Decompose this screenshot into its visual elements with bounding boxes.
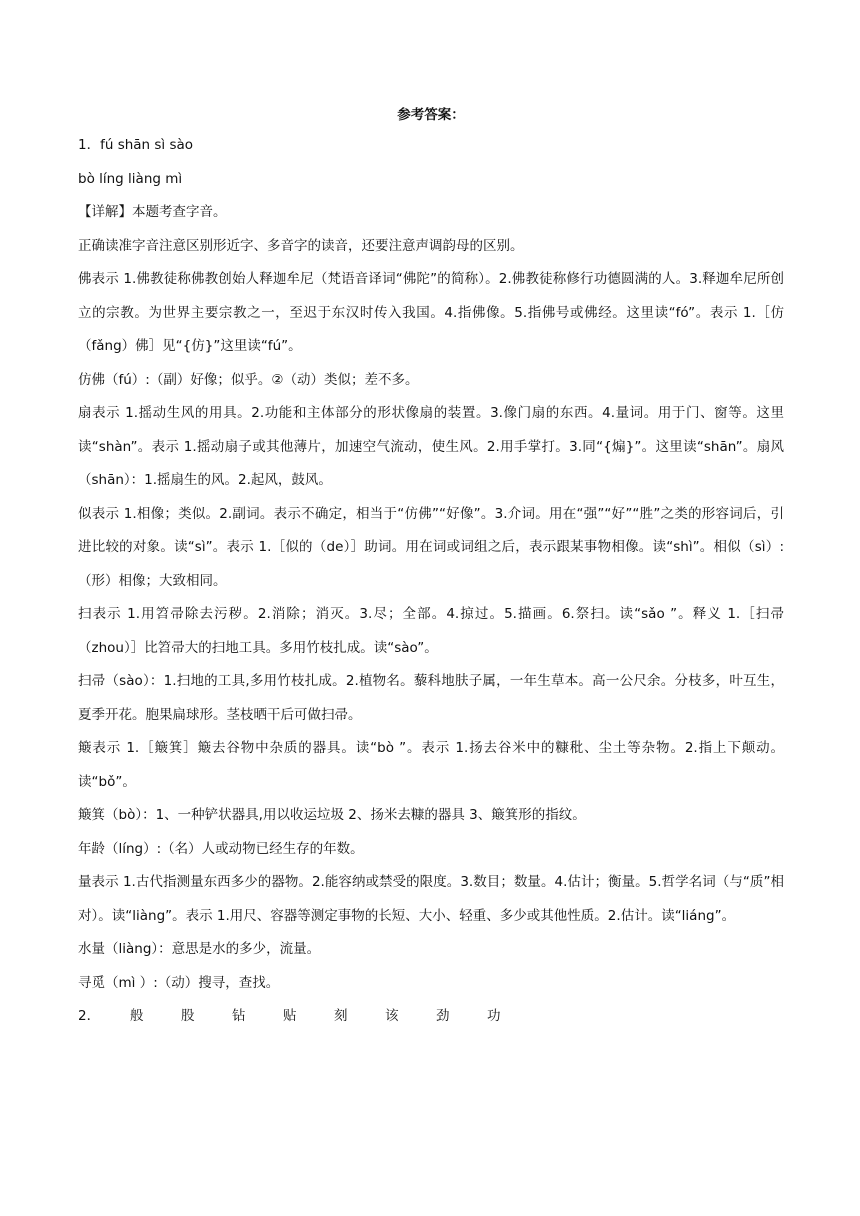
q2-char: 般 — [130, 1008, 144, 1024]
explanation-si: 似表示 1.相像；类似。2.副词。表示不确定，相当于“仿佛”“好像”。3.介词。用在“强”“好”“胜”之类的形容词后，引进比较的对象。读“sì”。表示 1.［似的（de）］助词。用在词或词组之后，表示跟某事物相像。读“shì”。相似（sì）:（形）相像；大致相同。 — [78, 505, 784, 589]
explanation-liang: 量表示 1.古代指测量东西多少的器物。2.能容纳或禁受的限度。3.数目；数量。4.估计；衡量。5.哲学名词（与“质”相对）。读“liàng”。表示 1.用尺、容器等测定事物的长短、大小、轻重、多少或其他性质。2.估计。读“liáng”。 — [78, 874, 784, 924]
answer-page — [78, 96, 784, 1034]
q2-char: 劲 — [436, 1008, 450, 1024]
explanation-saozhou: 扫帚（sào）：1.扫地的工具,多用竹枝扎成。2.植物名。藜科地肤子属，一年生草本。高一公尺余。分枝多，叶互生，夏季开花。胞果扁球形。茎枝晒干后可做扫帚。 — [78, 673, 784, 723]
q2-char: 刻 — [334, 1008, 348, 1024]
page-title: 参考答案： — [397, 107, 465, 123]
explanation-fo: 佛表示 1.佛教徒称佛教创始人释迦牟尼（梵语音译词“佛陀”的简称）。2.佛教徒称修行功德圆满的人。3.释迦牟尼所创立的宗教。为世界主要宗教之一，至迟于东汉时传入我国。4.指佛像。5.指佛号或佛经。这里读“fó”。表示 1.［仿（fǎng）佛］见“{仿}”这里读“fú”。 — [78, 271, 784, 354]
explanation-xunmi: 寻觅（mì ）:（动）搜寻，查找。 — [78, 974, 280, 991]
q1-pinyin-line-1: 1．fú shān sì sào — [78, 137, 194, 153]
explanation-heading: 【详解】本题考查字音。 — [78, 204, 227, 220]
explanation-nianling: 年龄（líng）:（名）人或动物已经生存的年数。 — [78, 840, 364, 857]
explanation-shuiliang: 水量（liàng）：意思是水的多少，流量。 — [78, 941, 321, 957]
explanation-sao: 扫表示 1.用笤帚除去污秽。2.消除；消灭。3.尽；全部。4.掠过。5.描画。6.祭扫。读“sǎo ”。释义 1.［扫帚（zhou）］比笤帚大的扫地工具。多用竹枝扎成。读“sào”。 — [78, 606, 784, 656]
q2-answer-row — [78, 1000, 784, 1034]
q2-char: 该 — [385, 1008, 399, 1024]
q2-number: 2． — [78, 1008, 101, 1024]
q2-char: 股 — [181, 1008, 195, 1024]
q1-pinyin-line-2: bò líng liàng mì — [78, 170, 183, 187]
explanation-bo: 簸表示 1.［簸箕］簸去谷物中杂质的器具。读“bò ”。表示 1.扬去谷米中的糠秕、尘土等杂物。2.指上下颠动。读“bǒ”。 — [78, 740, 784, 790]
explanation-intro: 正确读准字音注意区别形近字、多音字的读音，还要注意声调韵母的区别。 — [78, 237, 524, 254]
q2-char: 钻 — [232, 1008, 246, 1024]
explanation-fangfu: 仿佛（fú）:（副）好像；似乎。②（动）类似；差不多。 — [78, 371, 419, 388]
q2-char: 贴 — [283, 1008, 297, 1024]
explanation-boji: 簸箕（bò）：1、一种铲状器具,用以收运垃圾 2、扬米去糠的器具 3、簸箕形的指纹。 — [78, 807, 586, 823]
explanation-shan: 扇表示 1.摇动生风的用具。2.功能和主体部分的形状像扇的装置。3.像门扇的东西。4.量词。用于门、窗等。这里读“shàn”。表示 1.摇动扇子或其他薄片，加速空气流动，使生风。2.用手掌打。3.同“{煽}”。这里读“shān”。扇风（shān）：1.摇扇生的风。2.起风，鼓风。 — [78, 405, 784, 488]
q2-char: 功 — [487, 1008, 501, 1024]
